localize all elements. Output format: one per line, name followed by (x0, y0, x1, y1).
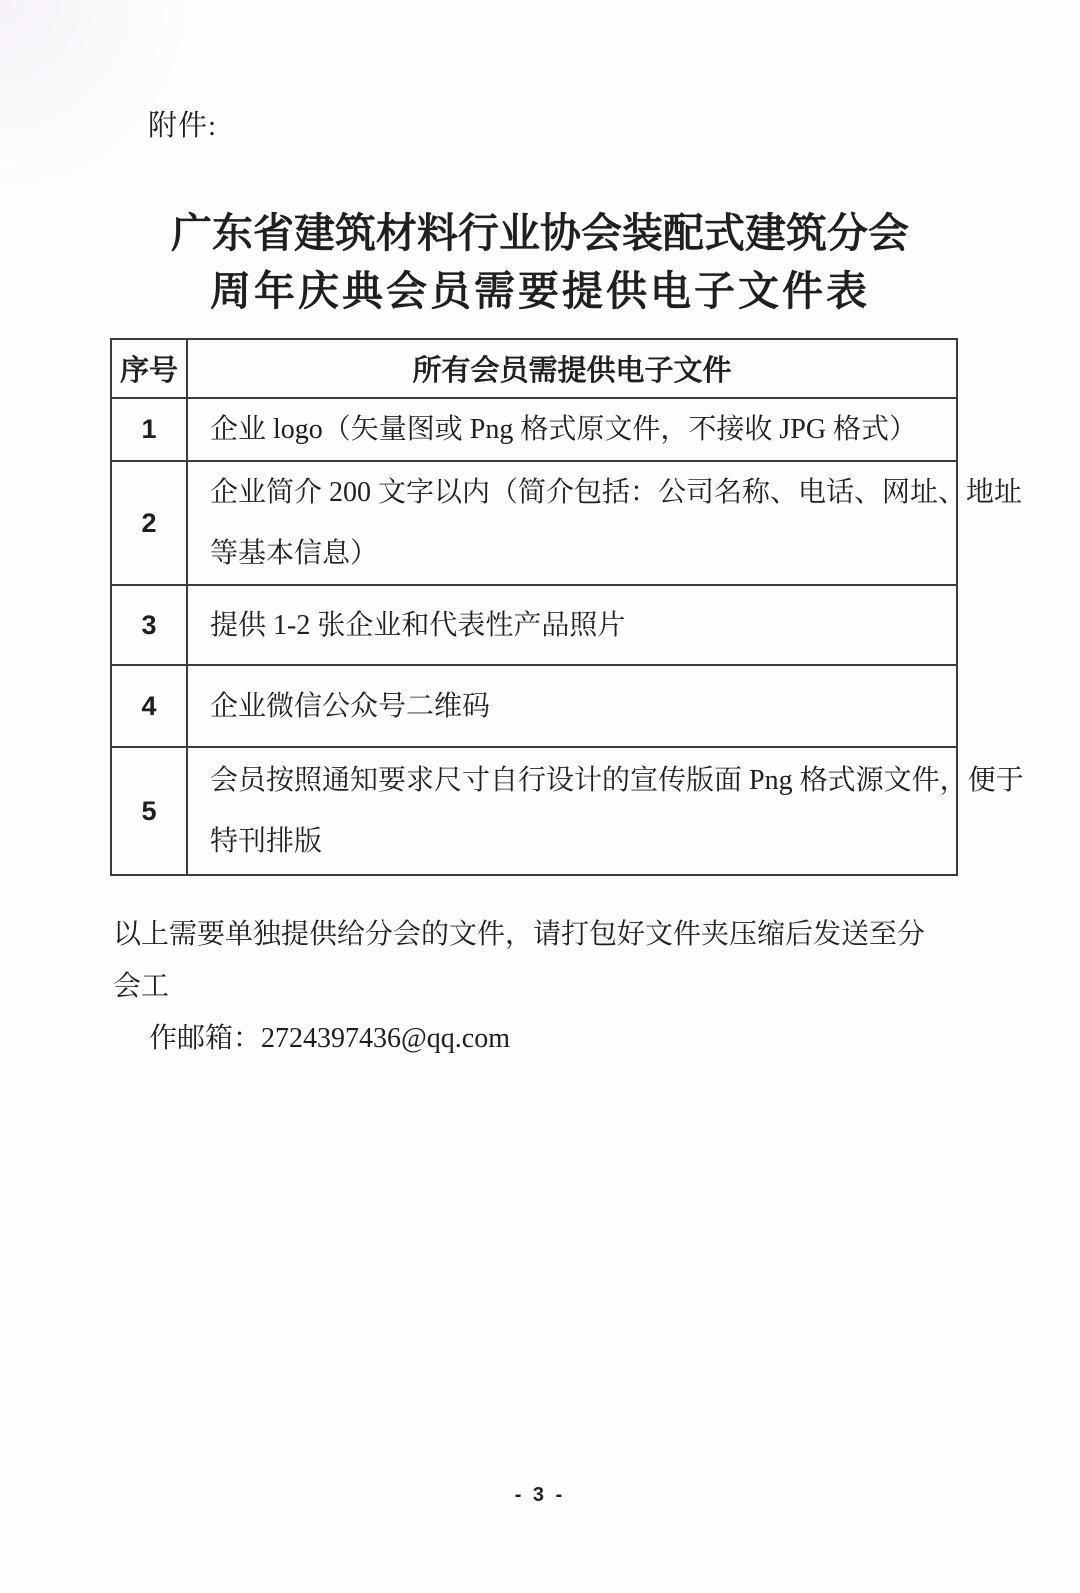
footer-note-line-2: 作邮箱：2724397436@qq.com (149, 1023, 510, 1054)
attachment-label: 附件: (148, 110, 218, 142)
table-row (111, 665, 957, 747)
requirement-line: 会员按照通知要求尺寸自行设计的宣传版面 Png 格式源文件，便于 (210, 765, 1024, 796)
requirement-line: 提供 1-2 张企业和代表性产品照片 (210, 609, 626, 641)
footer-note (113, 909, 943, 1065)
row-requirement (187, 398, 957, 461)
requirement-line: 企业微信公众号二维码 (210, 690, 491, 722)
row-requirement (187, 585, 957, 665)
requirement-line: 企业 logo（矢量图或 Png 格式原文件，不接收 JPG 格式） (210, 414, 918, 445)
table-body (111, 398, 1024, 875)
table-row (111, 461, 957, 585)
table-header-row (111, 339, 957, 398)
row-number: 4 (111, 665, 187, 747)
requirement-line: 企业简介 200 文字以内（简介包括：公司名称、电话、网址、地址 (210, 477, 1023, 508)
page-number: - 3 - (514, 1484, 566, 1506)
row-number: 1 (111, 398, 187, 461)
table-row (111, 747, 957, 875)
table-header-files: 所有会员需提供电子文件 (187, 339, 957, 398)
title-line-2: 周年庆典会员需要提供电子文件表 (210, 268, 870, 314)
row-number: 2 (111, 461, 187, 585)
row-requirement (187, 461, 1023, 585)
title-line-1: 广东省建筑材料行业协会装配式建筑分会 (171, 210, 909, 256)
row-requirement (187, 665, 957, 747)
document-title (0, 204, 1080, 320)
table-row (111, 585, 957, 665)
row-requirement (187, 747, 1024, 875)
requirement-line: 特刊排版 (210, 826, 323, 857)
row-number: 5 (111, 747, 187, 875)
table-row (111, 398, 957, 461)
row-number: 3 (111, 585, 187, 665)
required-files-table (110, 338, 1024, 876)
table-header-no: 序号 (111, 339, 187, 398)
requirement-line: 等基本信息） (210, 538, 379, 569)
footer-note-line-1: 以上需要单独提供给分会的文件，请打包好文件夹压缩后发送至分会工 (113, 919, 926, 1002)
